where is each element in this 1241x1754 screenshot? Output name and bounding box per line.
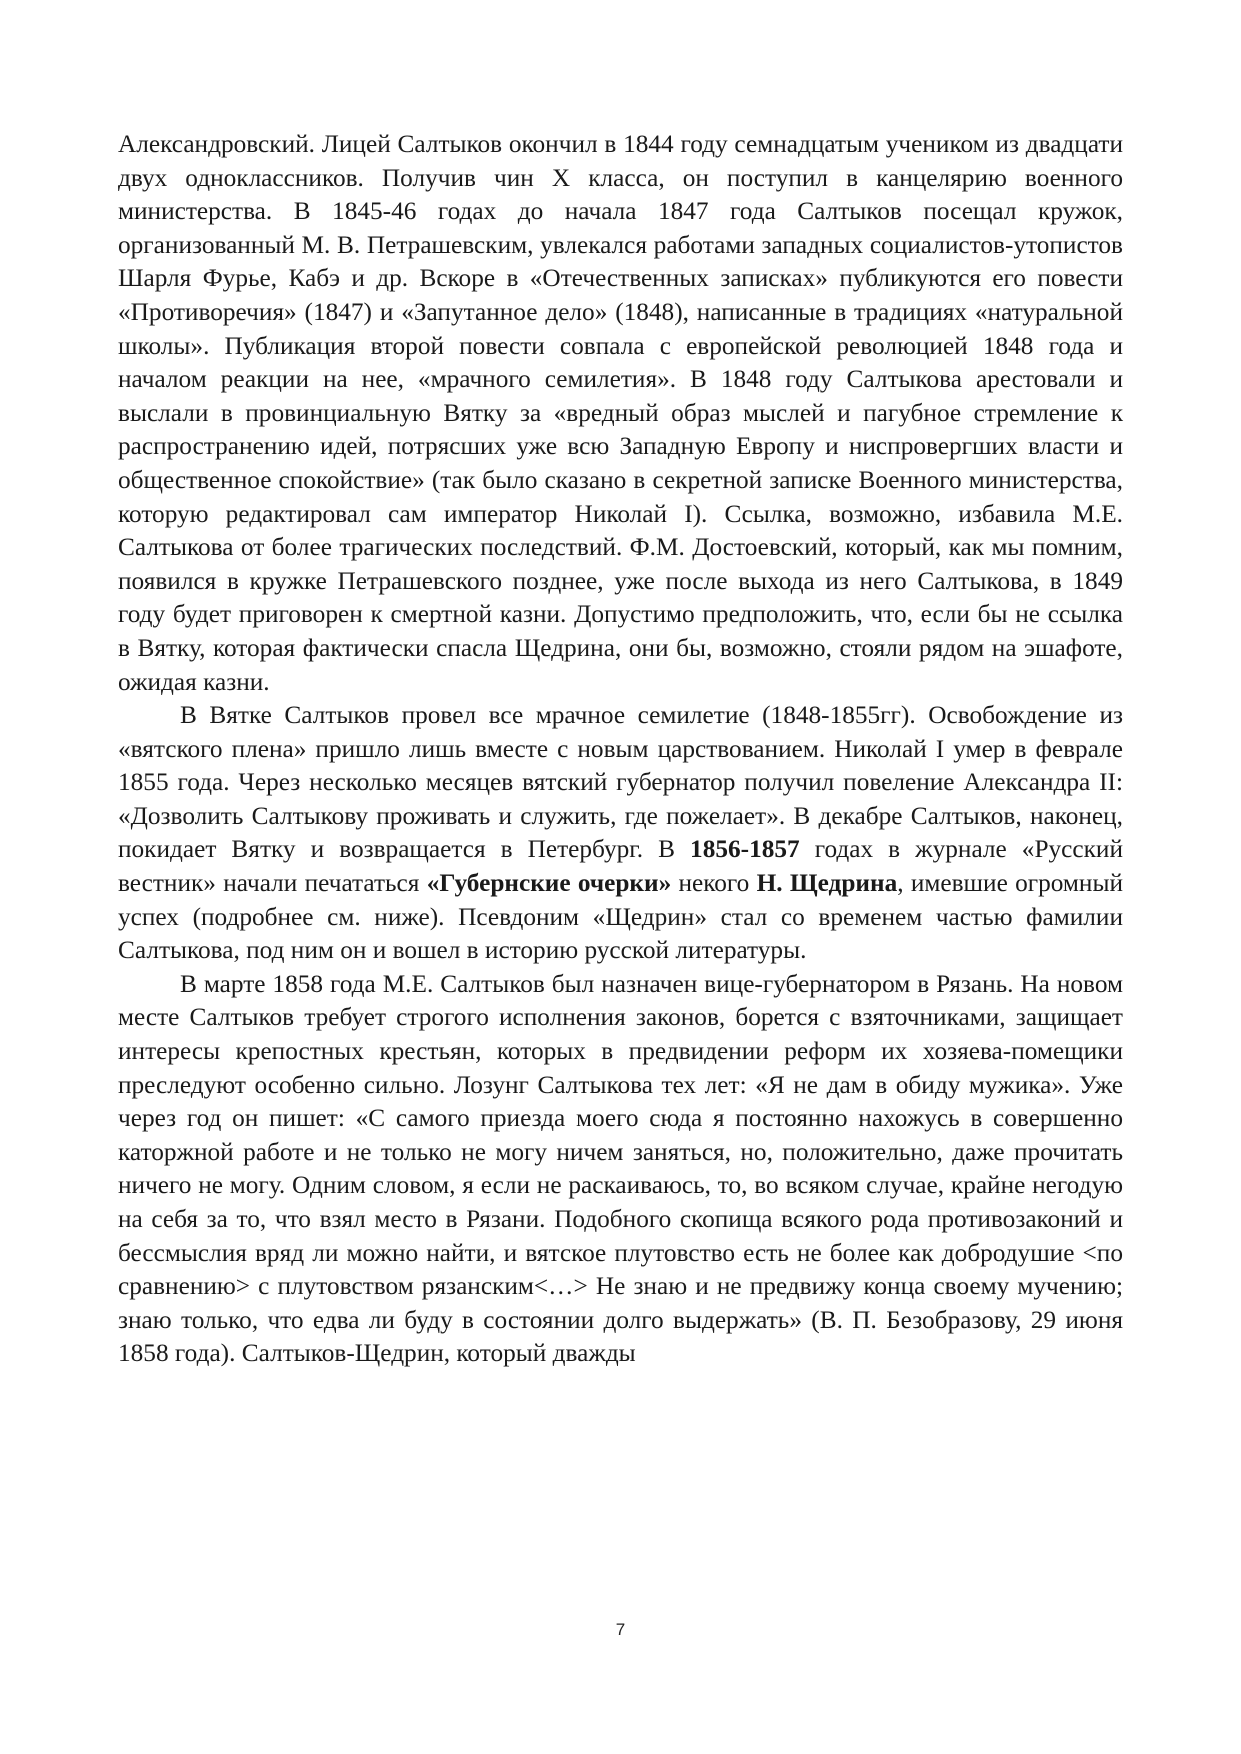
paragraph-vyatka (118, 699, 1123, 968)
bold-author-shchedrin: Н. Щедрина (756, 869, 898, 898)
page-number: 7 (615, 1620, 626, 1639)
paragraph-ryazan: В марте 1858 года М.Е. Салтыков был назначен вице-губернатором в Рязань. На новом месте Салтыков требует строгого исполнения законов, борется с взяточниками, защищает интересы крепостных крестьян, которых в предвидении реформ их хозяева-помещики преследуют особенно сильно. Лозунг Салтыкова тех лет: «Я не дам в обиду мужика». Уже через год он пишет: «С самого приезда моего сюда я постоянно нахожусь в совершенно каторжной работе и не только не могу ничем заняться, но, положительно, даже прочитать ничего не могу. Одним словом, я если не раскаиваюсь, то, во всяком случае, крайне негодую на себя за то, что взял место в Рязани. Подобного скопища всякого рода противозаконий и бессмыслия вряд ли можно найти, и вятское плутовство есть не более как добродушие <по сравнению> с плутовством рязанским<…> Не знаю и не предвижу конца своему мучению; знаю только, что едва ли буду в состоянии долго выдержать» (В. П. Безобразову, 29 июня 1858 года). Салтыков-Щедрин, который дважды (118, 969, 1123, 1368)
bold-title-gubernskie-ocherki: «Губернские очерки» (426, 869, 672, 898)
vyatka-text-d: , имевшие огромный успех (подробнее см. ниже). Псевдоним «Щедрин» стал со временем частью фамилии Салтыкова, под ним он и вошел в историю русской литературы. (118, 869, 1123, 965)
paragraph-lyceum-and-exile: Александровский. Лицей Салтыков окончил в 1844 году семнадцатым учеником из двадцати двух одноклассников. Получив чин X класса, он поступил в канцелярию военного министерства. В 1845-46 годах до начала 1847 года Салтыков посещал кружок, организованный М. В. Петрашевским, увлекался работами западных социалистов-утопистов Шарля Фурье, Кабэ и др. Вскоре в «Отечественных записках» публикуются его повести «Противоречия» (1847) и «Запутанное дело» (1848), написанные в традициях «натуральной школы». Публикация второй повести совпала с европейской революцией 1848 года и началом реакции на нее, «мрачного семилетия». В 1848 году Салтыкова арестовали и выслали в провинциальную Вятку за «вредный образ мыслей и пагубное стремление к распространению идей, потрясших уже всю Западную Европу и ниспровергших власти и общественное спокойствие» (так было сказано в секретной записке Военного министерства, которую редактировал сам император Николай I). Ссылка, возможно, избавила М.Е. Салтыкова от более трагических последствий. Ф.М. Достоевский, который, как мы помним, появился в кружке Петрашевского позднее, уже после выхода из него Салтыкова, в 1849 году будет приговорен к смертной казни. Допустимо предположить, что, если бы не ссылка в Вятку, которая фактически спасла Щедрина, они бы, возможно, стояли рядом на эшафоте, ожидая казни. (118, 130, 1123, 696)
bold-years: 1856-1857 (690, 835, 800, 864)
vyatka-text-b: годах в журнале «Русский вестник» начали печататься (118, 835, 1123, 898)
vyatka-text-c: некого (671, 869, 757, 898)
body-text (118, 128, 1123, 1371)
vyatka-text-a: В Вятке Салтыков провел все мрачное семилетие (1848-1855гг). Освобождение из «вятского плена» пришло лишь вместе с новым царствованием. Николай I умер в феврале 1855 года. Через несколько месяцев вятский губернатор получил повеление Александра II: «Дозволить Салтыкову проживать и служить, где пожелает». В декабре Салтыков, наконец, покидает Вятку и возвращается в Петербург. В (118, 701, 1123, 864)
